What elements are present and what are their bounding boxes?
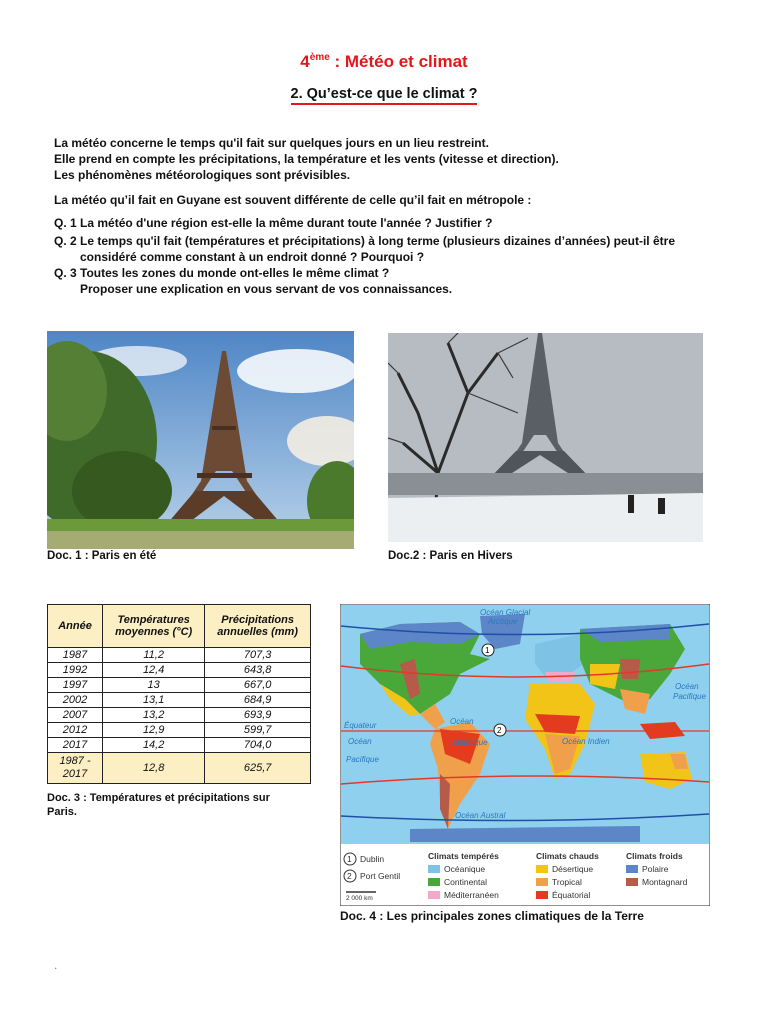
legend-hot-title: Climats chauds — [536, 851, 599, 861]
page-title: 4ème : Météo et climat — [300, 52, 468, 71]
year-cell: 1997 — [48, 678, 103, 693]
legend-scale: 2 000 km — [346, 895, 373, 902]
year-cell: 1987 — [48, 648, 103, 663]
paris-summer-photo — [47, 331, 354, 549]
doc4-caption: Doc. 4 : Les principales zones climatiques de la Terre — [340, 909, 644, 923]
label-pacific-west-2: Pacifique — [346, 755, 379, 764]
year-cell: 2002 — [48, 693, 103, 708]
legend-temperate-title: Climats tempérés — [428, 851, 499, 861]
temperature-cell: 13,2 — [103, 708, 205, 723]
table-row — [48, 678, 311, 693]
temperature-cell: 13 — [103, 678, 205, 693]
legend-port-gentil: Port Gentil — [360, 871, 401, 881]
label-austral: Océan Austral — [455, 811, 506, 820]
table-row — [48, 708, 311, 723]
precipitation-cell: 599,7 — [205, 723, 311, 738]
legend-equatorial: Équatorial — [552, 890, 591, 900]
temperature-cell: 12,9 — [103, 723, 205, 738]
period-cell: 1987 - 2017 — [48, 753, 103, 784]
temperature-cell: 11,2 — [103, 648, 205, 663]
doc3-caption: Doc. 3 : Températures et précipitations sur Paris. — [47, 792, 270, 818]
dublin-marker-number: 1 — [485, 646, 490, 655]
legend-mediterranean: Méditerranéen — [444, 890, 499, 900]
precipitation-cell: 704,0 — [205, 738, 311, 753]
precipitation-cell: 684,9 — [205, 693, 311, 708]
legend-tropical: Tropical — [552, 877, 582, 887]
climate-zones-map — [340, 604, 710, 906]
label-pacific-west-1: Océan — [348, 737, 372, 746]
intro-line-4: La météo qu’il fait en Guyane est souvent différente de celle qu’il fait en métropole : — [54, 193, 532, 207]
label-atlantic-2: Atlantique — [452, 738, 488, 747]
intro-line-3: Les phénomènes météorologiques sont prévisibles. — [54, 168, 351, 182]
table-row — [48, 738, 311, 753]
label-arctic-1: Océan Glacial — [480, 608, 531, 617]
legend-marker-1: 1 — [347, 854, 352, 864]
precipitation-cell: 643,8 — [205, 663, 311, 678]
table-row — [48, 723, 311, 738]
legend-marker-2: 2 — [347, 871, 352, 881]
temperature-cell: 14,2 — [103, 738, 205, 753]
avg-precipitation-cell: 625,7 — [205, 753, 311, 784]
average-row — [48, 753, 311, 784]
year-cell: 2012 — [48, 723, 103, 738]
question-3: Q. 3 Toutes les zones du monde ont-elles le même climat ? Proposer une explication en vous servant de vos connaissances. — [54, 266, 453, 296]
intro-line-2: Elle prend en compte les précipitations, la température et les vents (vitesse et direction). — [54, 152, 559, 166]
table-row — [48, 663, 311, 678]
precipitation-cell: 667,0 — [205, 678, 311, 693]
legend-desert: Désertique — [552, 864, 594, 874]
legend-dublin: Dublin — [360, 854, 385, 864]
label-pacific-east-2: Pacifique — [673, 692, 706, 701]
legend-mountain: Montagnard — [642, 877, 688, 887]
legend-cold-title: Climats froids — [626, 851, 683, 861]
precipitation-cell: 707,3 — [205, 648, 311, 663]
doc1-caption: Doc. 1 : Paris en été — [47, 550, 157, 562]
intro-line-1: La météo concerne le temps qu'il fait sur quelques jours en un lieu restreint. — [54, 136, 489, 150]
label-arctic-2: Arctique — [488, 617, 518, 626]
header-precipitation: Précipitations annuelles (mm) — [205, 605, 311, 648]
legend-continental: Continental — [444, 877, 488, 887]
climate-table — [47, 604, 311, 784]
label-indian: Océan Indien — [562, 737, 610, 746]
footer-dot: . — [54, 958, 58, 972]
year-cell: 2007 — [48, 708, 103, 723]
doc2-caption: Doc.2 : Paris en Hivers — [388, 550, 513, 562]
question-1: Q. 1 La météo d'une région est-elle la même durant toute l'année ? Justifier ? — [54, 216, 493, 230]
page-subtitle: 2. Qu’est-ce que le climat ? — [0, 86, 768, 102]
legend-polar: Polaire — [642, 864, 669, 874]
avg-temperature-cell: 12,8 — [103, 753, 205, 784]
precipitation-cell: 693,9 — [205, 708, 311, 723]
label-pacific-east-1: Océan — [675, 682, 699, 691]
table-row — [48, 693, 311, 708]
paris-winter-photo — [388, 333, 703, 542]
legend-oceanic: Océanique — [444, 864, 486, 874]
question-2: Q. 2 Le temps qu'il fait (températures et précipitations) à long terme (plusieurs dizaines d’années) peut-il être considéré comme constant à un endroit donné ? Pourquoi ? — [54, 234, 675, 264]
table-row — [48, 648, 311, 663]
header-year: Année — [48, 605, 103, 648]
label-atlantic-1: Océan — [450, 717, 474, 726]
year-cell: 1992 — [48, 663, 103, 678]
label-equator: Équateur — [344, 721, 377, 730]
header-temperature: Températures moyennes (°C) — [103, 605, 205, 648]
temperature-cell: 13,1 — [103, 693, 205, 708]
table-header-row — [48, 605, 311, 648]
temperature-cell: 12,4 — [103, 663, 205, 678]
year-cell: 2017 — [48, 738, 103, 753]
port-gentil-marker-number: 2 — [497, 726, 502, 735]
